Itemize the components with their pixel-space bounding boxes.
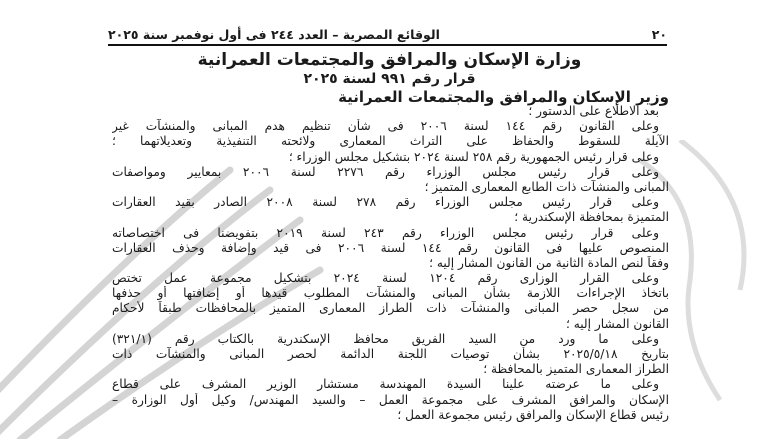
- preamble-line: الآيلة للسقوط والحفاظ على التراث المعمارى ولائحته التنفيذية وتعديلاتهما ؛: [112, 134, 669, 149]
- preamble-line: وعلى القرار الوزارى رقم ١٢٠٤ لسنة ٢٠٢٤ بتشكيل مجموعة عمل تختص: [112, 271, 659, 286]
- preamble-line: باتخاذ الإجراءات اللازمة بشأن المبانى والمنشآت المطلوب قيدها أو إضافتها أو حذفها: [112, 286, 669, 301]
- preamble-line: الإسكان والمرافق المشرف على مجموعة العمل – والسيد المهندس/ وكيل أول الوزارة –: [112, 392, 669, 407]
- preamble-line: وعلى ما ورد من السيد الفريق محافظ الإسكندرية بالكتاب رقم (٣٢١/١): [112, 331, 659, 346]
- preamble-line: وعلى القانون رقم ١٤٤ لسنة ٢٠٠٦ فى شأن تنظيم هدم المبانى والمنشآت غير: [112, 119, 660, 134]
- preamble-line: الطراز المعمارى المتميز بالمحافظة ؛: [483, 362, 669, 377]
- decree-preamble: [112, 104, 669, 423]
- preamble-line: وعلى قرار رئيس مجلس الوزراء رقم ٢٧٨ لسنة ٢٠٠٨ الصادر بقيد العقارات: [112, 195, 660, 210]
- preamble-line: المنصوص عليها فى القانون رقم ١٤٤ لسنة ٢٠٠٦ فى قيد وإضافة وحذف العقارات: [112, 240, 669, 255]
- page-number: ٢٠: [651, 26, 667, 42]
- decree-title: قرار رقم ٩٩١ لسنة ٢٠٢٥: [303, 71, 476, 87]
- preamble-line: وعلى قرار رئيس مجلس الوزراء رقم ٢٢٧٦ لسنة ٢٠٠٦ بمعايير ومواصفات: [112, 164, 660, 179]
- preamble-line: القانون المشار إليه ؛: [565, 316, 669, 331]
- preamble-line: وعلى قرار رئيس الجمهورية رقم ٢٥٨ لسنة ٢٠٢٤ بتشكيل مجلس الوزراء ؛: [288, 149, 659, 164]
- preamble-line: وفقاً لنص المادة الثانية من القانون المشار إليه ؛: [429, 255, 669, 270]
- ministry-title: وزارة الإسكان والمرافق والمجتمعات العمرانية: [197, 50, 582, 70]
- preamble-line: بعد الاطلاع على الدستور ؛: [528, 104, 659, 118]
- publication-info: الوقائع المصرية – العدد ٢٤٤ فى أول نوفمبر سنة ٢٠٢٥: [108, 26, 440, 42]
- preamble-line: المبانى والمنشآت ذات الطابع المعمارى المتميز ؛: [424, 179, 669, 194]
- header-divider: [108, 44, 667, 46]
- preamble-line: رئيس قطاع الإسكان والمرافق رئيس مجموعة العمل ؛: [397, 407, 669, 422]
- page-header: [108, 26, 667, 42]
- preamble-line: من سجل حصر المبانى والمنشآت ذات الطراز المعمارى المتميز بالمحافظات طبقاً لأحكام: [112, 301, 669, 316]
- preamble-line: المتميزة بمحافظة الإسكندرية ؛: [514, 210, 669, 225]
- preamble-line: بتاريخ ٢٠٢٥/٥/١٨ بشأن توصيات اللجنة الدائمة لحصر المبانى والمنشآت ذات: [112, 347, 669, 361]
- preamble-line: وعلى ما عرضته علينا السيدة المهندسة مستشار الوزير المشرف على قطاع: [112, 377, 659, 392]
- preamble-line: وعلى قرار رئيس مجلس الوزراء رقم ٢٤٣ لسنة ٢٠١٩ بتفويضنا فى اختصاصاته: [112, 225, 660, 240]
- minister-title: وزير الإسكان والمرافق والمجتمعات العمرانية: [338, 88, 669, 106]
